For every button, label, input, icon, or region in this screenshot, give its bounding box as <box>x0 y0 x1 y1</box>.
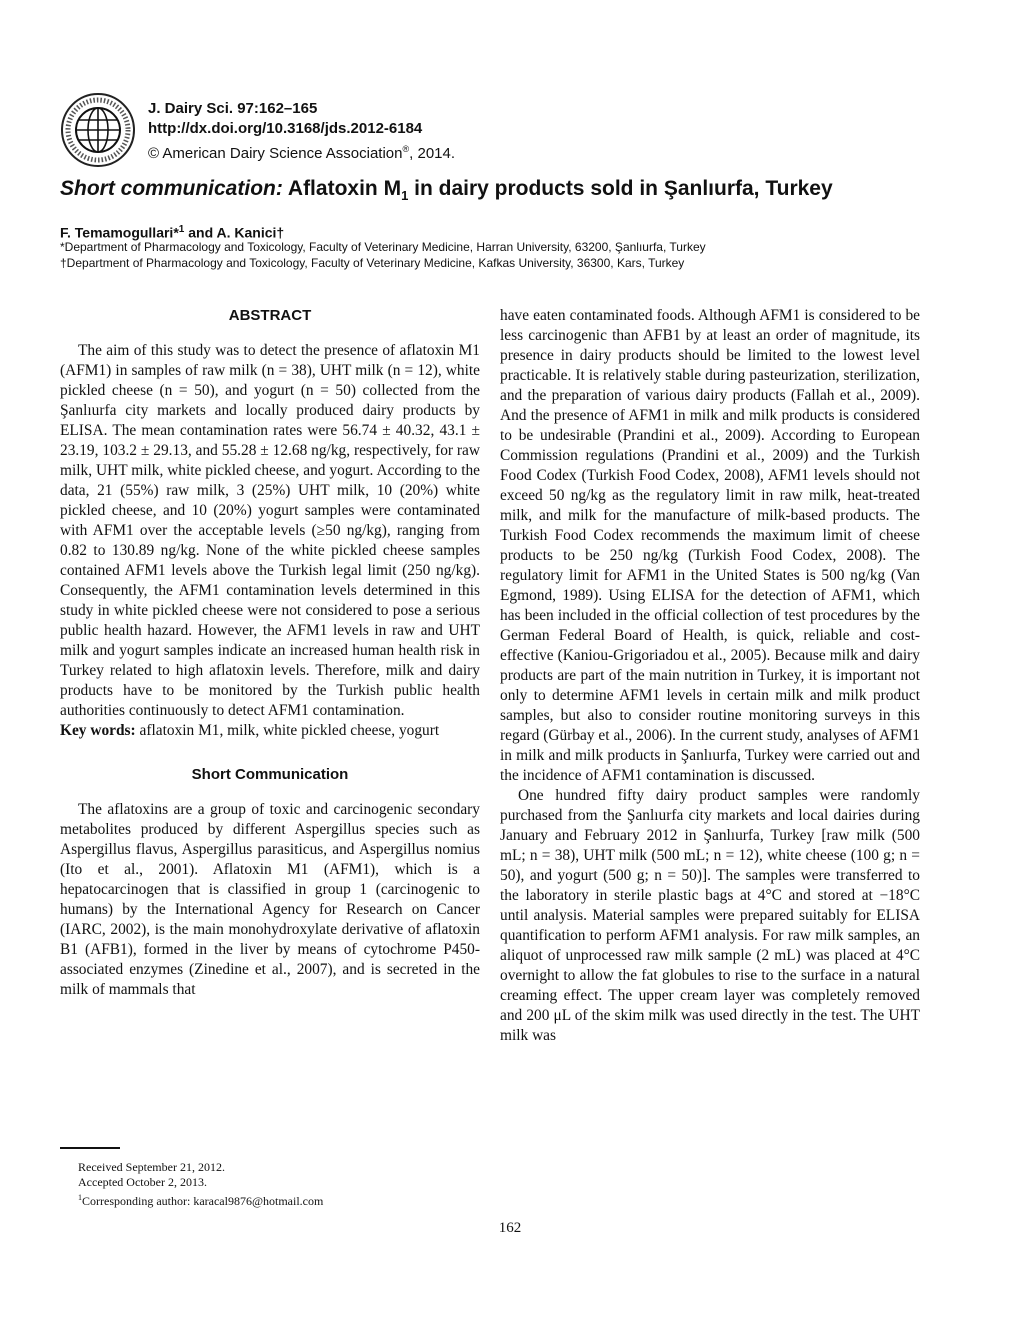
title-main-part: Aflatoxin M <box>282 177 402 200</box>
footnotes <box>78 1160 323 1209</box>
copyright-suffix: , 2014. <box>409 145 456 162</box>
title-rest: in dairy products sold in Şanlıurfa, Turkey <box>408 177 833 200</box>
received-date: Received September 21, 2012. <box>78 1160 225 1174</box>
page-number: 162 <box>498 1220 522 1236</box>
affiliation-2: †Department of Pharmacology and Toxicology, Faculty of Veterinary Medicine, Kafkas University, 36300, Kars, Turkey <box>60 256 685 270</box>
footnote-divider <box>60 1147 120 1149</box>
corresponding-mark: 1 <box>78 1193 82 1202</box>
doi-link[interactable]: http://dx.doi.org/10.3168/jds.2012-6184 <box>148 120 423 137</box>
copyright-notice <box>148 139 455 164</box>
accepted-date: Accepted October 2, 2013. <box>78 1175 207 1189</box>
title-subscript: 1 <box>401 188 409 204</box>
abstract-heading: ABSTRACT <box>228 307 312 324</box>
author-rest: and A. Kanici† <box>184 224 285 241</box>
author-first-mark: 1 <box>178 224 185 235</box>
right-column <box>500 306 920 1046</box>
journal-citation: J. Dairy Sci. 97:162–165 <box>148 100 318 117</box>
corresponding-author <box>78 1190 323 1209</box>
corresponding-author-text[interactable]: Corresponding author: karacal9876@hotmail.com <box>82 1194 324 1208</box>
article-title <box>60 174 960 211</box>
ads-globe-seal-icon <box>60 92 136 168</box>
intro-paragraph-1-continued: have eaten contaminated foods. Although AFM1 is considered to be less carcinogenic than AFB1 by at least an order of magnitude, its presence in dairy products should be limited to the lowest level practicable. It is relatively stable during pasteurization, sterilization, and the preparation of various dairy products (Fallah et al., 2009). And the presence of AFM1 in milk and milk products is considered to be undesirable (Prandini et al., 2009). According to European Commission regulations (Prandini et al., 2009) and the Turkish Food Codex (Turkish Food Codex, 2008), AFM1 levels should not exceed 50 ng/kg as the regulatory limit in raw milk, heat-treated milk, and milk for the manufacture of milk-based products. The Turkish Food Codex recommends the maximum limit of cheese products to be 250 ng/kg (Turkish Food Codex, 2008). The regulatory limit for AFM1 in the United States is 500 ng/kg (Van Egmond, 1989). Using ELISA for the detection of AFM1, which has been included in the official collection of test procedures by the German Federal Board of Health, is quick, reliable and cost-effective (Kaniou-Grigoriadou et al., 2005). Because milk and dairy products are part of the main nutrition in Turkey, it is important not only to determine AFM1 levels in certain milk and milk product samples, but also to consider routine monitoring surveys in this regard (Gürbay et al., 2006). In the current study, analyses of AFM1 in milk and milk products in Şanlıurfa, Turkey were carried out and the incidence of AFM1 contamination is discussed. <box>500 307 920 784</box>
keywords-label: Key words: <box>60 722 136 739</box>
keywords <box>60 721 480 741</box>
registered-mark: ® <box>402 144 410 154</box>
left-column <box>60 306 480 1000</box>
methods-paragraph: One hundred fifty dairy product samples were randomly purchased from the Şanlıurfa city markets and local dairies during January and February 2012 in Şanlıurfa, Turkey [raw milk (500 mL; n = 38), UHT milk (500 mL; n = 12), white cheese (100 g; n = 50), and yogurt (500 g; n = 50)]. The samples were transferred to the laboratory in sterile plastic bags at 4°C and stored at −18°C until analysis. Material samples were prepared suitably for ELISA quantification to perform AFM1 analysis. For raw milk samples, an aliquot of unprocessed raw milk sample (2 mL) was placed at 4°C overnight to allow the fat globules to rise to the surface in a natural creaming effect. The upper cream layer was completely removed and 200 μL of the skim milk was used directly in the test. The UHT milk was <box>500 787 920 1044</box>
keywords-list: aflatoxin M1, milk, white pickled cheese, yogurt <box>139 722 440 739</box>
copyright-prefix: © American Dairy Science Association <box>148 145 403 162</box>
short-communication-heading: Short Communication <box>191 766 349 783</box>
affiliation-1: *Department of Pharmacology and Toxicology, Faculty of Veterinary Medicine, Harran University, 63200, Şanlıurfa, Turkey <box>60 240 706 254</box>
title-italic-part: Short communication: <box>60 177 283 200</box>
author-first: F. Temamogullari* <box>60 224 179 241</box>
intro-paragraph-1: The aflatoxins are a group of toxic and carcinogenic secondary metabolites produced by different Aspergillus species such as Aspergillus flavus, Aspergillus parasiticus, and Aspergillus nomius (Ito et al., 2001). Aflatoxin M1 (AFM1), which is a hepatocarcinogen that is classified in group 1 (carcinogenic to humans) by the International Agency for Research on Cancer (IARC, 2002), is the main monohydroxylate derivative of aflatoxin B1 (AFB1), formed in the liver by means of cytochrome P450-associated enzymes (Zinedine et al., 2007), and is secreted in the milk of mammals that <box>60 801 480 998</box>
abstract-text: The aim of this study was to detect the presence of aflatoxin M1 (AFM1) in samples of raw milk (n = 38), UHT milk (n = 12), white pickled cheese (n = 50), and yogurt (n = 50) collected from the Şanlıurfa city markets and locally produced dairy products by ELISA. The mean contamination rates were 56.74 ± 40.32, 43.1 ± 23.19, 103.2 ± 29.13, and 55.28 ± 12.68 ng/kg, respectively, for raw milk, UHT milk, white pickled cheese, and yogurt. According to the data, 21 (55%) raw milk, 3 (25%) UHT milk, 10 (20%) white pickled cheese, and 10 (20%) yogurt samples were contaminated with AFM1 over the acceptable levels (≥50 ng/kg), ranging from 0.82 to 130.89 ng/kg. None of the white pickled cheese samples contained AFM1 levels above the Turkish legal limit (250 ng/kg). Consequently, the AFM1 contamination levels determined in this study in white pickled cheese were not considered to pose a serious public health hazard. However, the AFM1 levels in raw and UHT milk and yogurt samples indicate an increased human health risk in Turkey related to high aflatoxin levels. Therefore, milk and dairy products have to be monitored by the Turkish public health authorities continuously to detect AFM1 contamination. <box>60 342 480 719</box>
